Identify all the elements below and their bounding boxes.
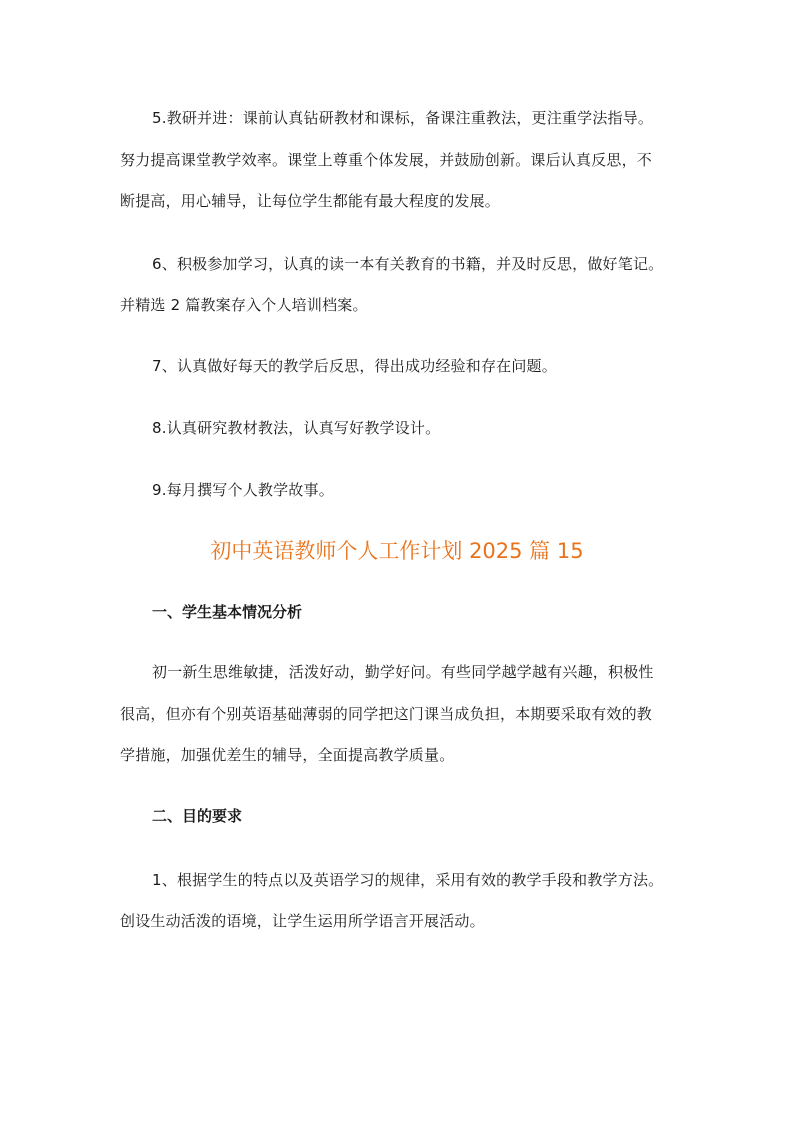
section-heading-1: 一、学生基本情况分析 [152,603,303,621]
paragraph-7-line-1: 7、认真做好每天的教学后反思，得出成功经验和存在问题。 [152,357,557,375]
paragraph-6-line-2: 并精选 2 篇教案存入个人培训档案。 [120,296,368,314]
section-2-line-2: 创设生动活泼的语境，让学生运用所学语言开展活动。 [120,912,485,930]
paragraph-5-line-1: 5.教研并进：课前认真钻研教材和课标，备课注重教法，更注重学法指导。 [152,109,654,127]
paragraph-5-line-2: 努力提高课堂教学效率。课堂上尊重个体发展，并鼓励创新。课后认真反思，不 [120,151,653,169]
paragraph-6-line-1: 6、积极参加学习，认真的读一本有关教育的书籍，并及时反思，做好笔记。 [152,255,664,273]
section-1-line-1: 初一新生思维敏捷，活泼好动，勤学好问。有些同学越学越有兴趣，积极性 [152,663,654,681]
paragraph-8-line-1: 8.认真研究教材教法，认真写好教学设计。 [152,419,441,437]
paragraph-5-line-3: 断提高，用心辅导，让每位学生都能有最大程度的发展。 [120,192,501,210]
section-2-line-1: 1、根据学生的特点以及英语学习的规律，采用有效的教学手段和教学方法。 [152,871,664,889]
section-heading-2: 二、目的要求 [152,807,243,825]
section-title: 初中英语教师个人工作计划 2025 篇 15 [210,539,584,563]
paragraph-9-line-1: 9.每月撰写个人教学故事。 [152,481,334,499]
section-1-line-2: 很高，但亦有个别英语基础薄弱的同学把这门课当成负担，本期要采取有效的教 [120,705,653,723]
section-1-line-3: 学措施，加强优差生的辅导，全面提高教学质量。 [120,746,455,764]
